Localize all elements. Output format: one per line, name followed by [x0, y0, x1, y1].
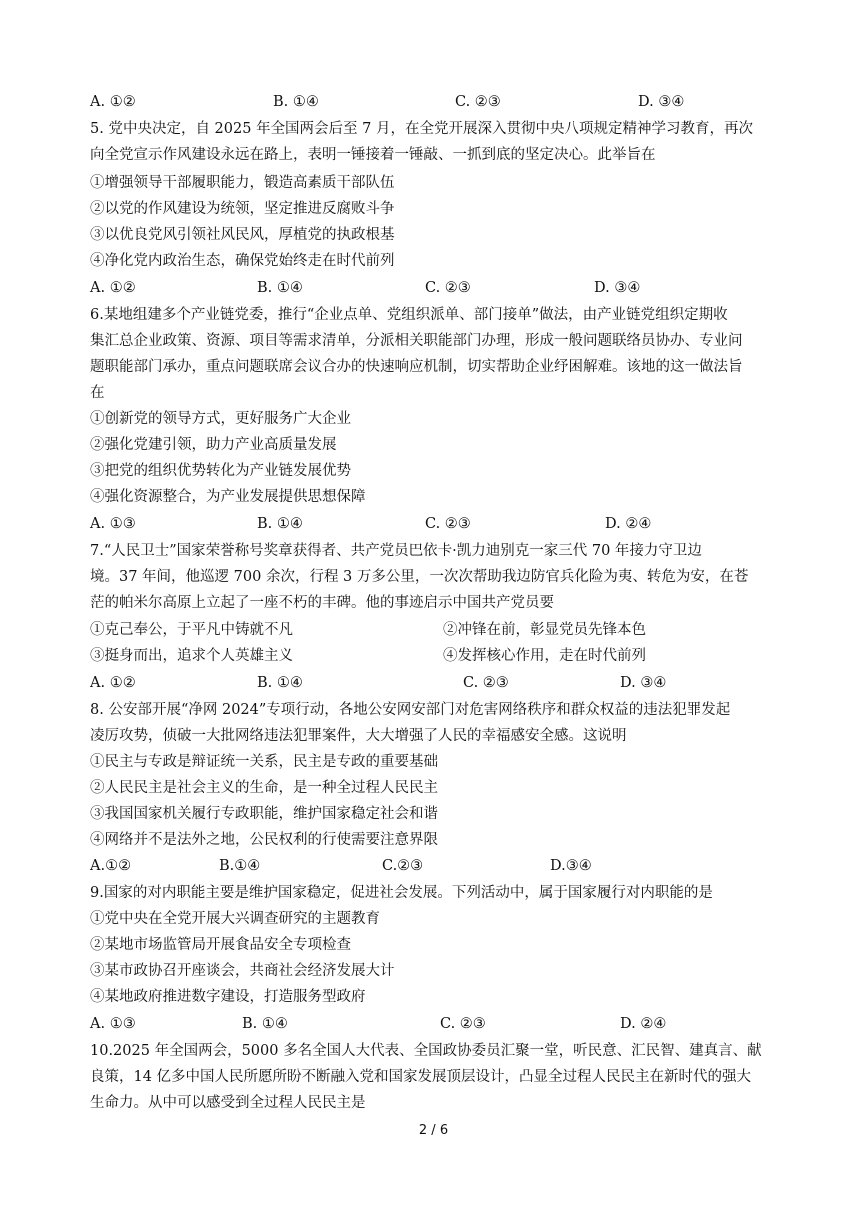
q5-stem-line: 5. 党中央决定，自 2025 年全国两会后至 7 月，在全党开展深入贯彻中央八项规定精神学习教育，再次 — [90, 121, 754, 137]
q7-item: ②冲锋在前，彰显党员先锋本色 — [443, 622, 646, 638]
q8-stem-line: 8. 公安部开展“净网 2024”专项行动，各地公安网安部门对危害网络秩序和群众权益的违法犯罪发起 — [90, 702, 731, 718]
option-c: C.②③ — [382, 858, 424, 874]
q9-item: ②某地市场监管局开展食品安全专项检查 — [90, 937, 351, 953]
option-a: A. ①③ — [90, 516, 136, 532]
option-a: A. ①③ — [90, 1016, 136, 1032]
q7-stem-line: 7.“人民卫士”国家荣誉称号奖章获得者、共产党员巴依卡·凯力迪别克一家三代 70 年接力守卫边 — [90, 543, 702, 559]
q5-item: ②以党的作风建设为统领，坚定推进反腐败斗争 — [90, 201, 395, 217]
option-a: A. ①② — [90, 280, 136, 296]
option-d: D. ②④ — [620, 1016, 667, 1032]
q7-stem-line: 茫的帕米尔高原上立起了一座不朽的丰碑。他的事迹启示中国共产党员要 — [90, 595, 554, 611]
option-d: D.③④ — [550, 858, 592, 874]
option-d: D. ③④ — [620, 675, 667, 691]
option-b: B. ①④ — [257, 675, 303, 691]
q9-item: ④某地政府推进数字建设，打造服务型政府 — [90, 989, 366, 1005]
q9-stem-line: 9.国家的对内职能主要是维护国家稳定，促进社会发展。下列活动中，属于国家履行对内职能的是 — [90, 885, 713, 901]
q9-item: ③某市政协召开座谈会，共商社会经济发展大计 — [90, 963, 395, 979]
q5-item: ④净化党内政治生态，确保党始终走在时代前列 — [90, 253, 395, 269]
option-c: C. ②③ — [463, 675, 509, 691]
q7-stem-line: 境。37 年间，他巡逻 700 余次，行程 3 万多公里，一次次帮助我边防官兵化险为夷、转危为安，在苍 — [90, 569, 749, 585]
q10-stem-line: 生命力。从中可以感受到全过程人民民主是 — [90, 1095, 366, 1111]
q8-item: ③我国国家机关履行专政职能，维护国家稳定社会和谐 — [90, 806, 438, 822]
option-b: B. ①④ — [273, 94, 319, 110]
q4-options — [90, 89, 790, 115]
option-a: A.①② — [90, 858, 132, 874]
option-b: B.①④ — [219, 858, 261, 874]
q6-item: ①创新党的领导方式，更好服务广大企业 — [90, 411, 351, 427]
q5-options — [90, 275, 790, 301]
q5-item: ③以优良党风引领社风民风，厚植党的执政根基 — [90, 227, 395, 243]
option-b: B. ①④ — [257, 516, 303, 532]
q7-item: ①克己奉公，于平凡中铸就不凡 — [90, 622, 293, 638]
q8-item: ④网络并不是法外之地，公民权利的行使需要注意界限 — [90, 832, 438, 848]
q5-stem-line: 向全党宣示作风建设永远在路上，表明一锤接着一锤敲、一抓到底的坚定决心。此举旨在 — [90, 147, 656, 163]
option-c: C. ②③ — [440, 1016, 486, 1032]
q6-item: ②强化党建引领，助力产业高质量发展 — [90, 437, 337, 453]
q6-stem-line: 题职能部门承办，重点问题联席会议合办的快速响应机制，切实帮助企业纾困解难。该地的这一做法旨 — [90, 359, 743, 375]
q8-item: ②人民民主是社会主义的生命，是一种全过程人民民主 — [90, 780, 438, 796]
option-c: C. ②③ — [425, 516, 471, 532]
q6-options — [90, 511, 790, 537]
q7-item: ④发挥核心作用，走在时代前列 — [443, 648, 646, 664]
q6-item: ③把党的组织优势转化为产业链发展优势 — [90, 463, 351, 479]
q5-item: ①增强领导干部履职能力，锻造高素质干部队伍 — [90, 175, 395, 191]
q7-items-row — [90, 617, 790, 643]
option-d: D. ③④ — [638, 94, 685, 110]
q8-stem-line: 凌厉攻势，侦破一大批网络违法犯罪案件，大大增强了人民的幸福感安全感。这说明 — [90, 728, 627, 744]
option-a: A. ①② — [90, 94, 136, 110]
q10-stem-line: 良策，14 亿多中国人民所愿所盼不断融入党和国家发展顶层设计，凸显全过程人民民主在新时代的强大 — [90, 1069, 752, 1085]
q10-stem-line: 10.2025 年全国两会，5000 多名全国人大代表、全国政协委员汇聚一堂，听民意、汇民智、建真言、献 — [90, 1043, 762, 1059]
option-b: B. ①④ — [257, 280, 303, 296]
option-d: D. ③④ — [594, 280, 641, 296]
q7-item: ③挺身而出，追求个人英雄主义 — [90, 648, 293, 664]
q9-options — [90, 1011, 790, 1037]
option-c: C. ②③ — [455, 94, 501, 110]
option-b: B. ①④ — [242, 1016, 288, 1032]
q6-item: ④强化资源整合，为产业发展提供思想保障 — [90, 489, 366, 505]
option-c: C. ②③ — [425, 280, 471, 296]
q6-stem-line: 在 — [90, 385, 105, 401]
q6-stem-line: 集汇总企业政策、资源、项目等需求清单，分派相关职能部门办理，形成一般问题联络员协办、专业问 — [90, 333, 743, 349]
page-number: 2 / 6 — [418, 1123, 449, 1138]
q7-items-row — [90, 643, 790, 669]
option-d: D. ②④ — [605, 516, 652, 532]
q8-options — [90, 853, 790, 879]
option-a: A. ①② — [90, 675, 136, 691]
q6-stem-line: 6.某地组建多个产业链党委，推行“企业点单、党组织派单、部门接单”做法，由产业链党组织定期收 — [90, 307, 728, 323]
q8-item: ①民主与专政是辩证统一关系，民主是专政的重要基础 — [90, 754, 438, 770]
q7-options — [90, 670, 790, 696]
q9-item: ①党中央在全党开展大兴调查研究的主题教育 — [90, 911, 380, 927]
